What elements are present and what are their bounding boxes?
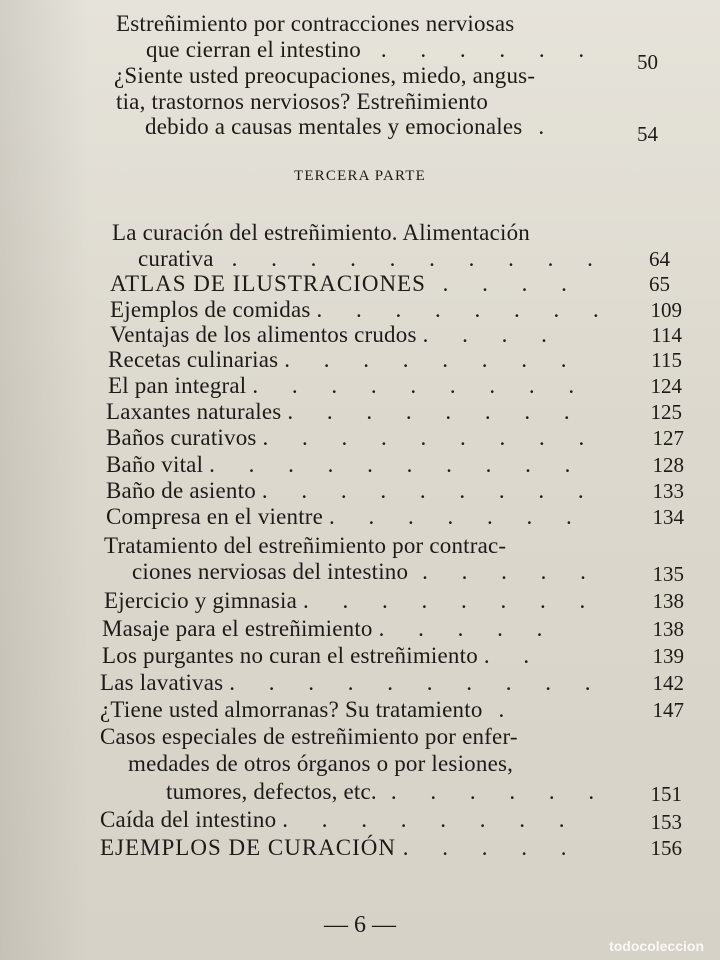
toc-entry-text: Compresa en el vientre bbox=[106, 504, 324, 529]
toc-entry-line: medades de otros órganos o por lesiones, bbox=[128, 751, 514, 776]
page-number: — 6 — bbox=[324, 912, 396, 938]
page-ref: 138 bbox=[652, 617, 684, 641]
toc-entry-text: EJEMPLOS DE CURACIÓN bbox=[100, 835, 397, 860]
page-ref: 65 bbox=[649, 272, 670, 296]
toc-entry-line bbox=[166, 780, 608, 804]
page-ref: 138 bbox=[652, 589, 684, 613]
toc-entry-line bbox=[106, 479, 598, 503]
toc-entry-text: Caída del intestino bbox=[100, 807, 277, 832]
toc-entry-text: Los purgantes no curan el estreñimiento bbox=[102, 643, 478, 668]
toc-entry-line bbox=[100, 808, 578, 832]
toc-entry-line bbox=[100, 698, 518, 722]
toc-entry-line bbox=[102, 644, 543, 668]
dot-leader: . . . . . . . . bbox=[316, 297, 613, 322]
toc-entry-line bbox=[132, 560, 600, 584]
toc-entry-line: tia, trastornos nerviosos? Estreñimiento bbox=[116, 89, 489, 114]
toc-entry-line bbox=[108, 374, 588, 398]
toc-entry-line: Estreñimiento por contracciones nerviosas bbox=[116, 11, 515, 36]
toc-entry-line bbox=[145, 115, 558, 139]
toc-entry-line bbox=[110, 298, 613, 322]
page-ref: 114 bbox=[651, 323, 682, 347]
page-ref: 128 bbox=[652, 453, 684, 477]
section-heading: TERCERA PARTE bbox=[293, 168, 427, 184]
dot-leader: . bbox=[498, 697, 519, 722]
dot-leader: . . . . . . . . . bbox=[261, 478, 598, 503]
toc-entry-text: Ejercicio y gimnasia bbox=[104, 588, 298, 613]
dot-leader: . . . . . . . . . bbox=[262, 425, 599, 450]
dot-leader: . . . . . . . . . . bbox=[231, 246, 607, 271]
page-ref: 147 bbox=[652, 698, 684, 722]
dot-leader: . . . . . . bbox=[390, 779, 609, 804]
dot-leader: . . . . . . . . bbox=[287, 399, 584, 424]
toc-entry-text: ATLAS DE ILUSTRACIONES bbox=[110, 271, 426, 296]
page-ref: 50 bbox=[637, 50, 658, 74]
toc-entry-text: Baño vital bbox=[106, 452, 204, 477]
dot-leader: . . . . . . . . bbox=[303, 588, 600, 613]
toc-entry-text: Ventajas de los alimentos crudos bbox=[110, 322, 417, 347]
toc-entry-line bbox=[100, 836, 581, 860]
toc-entry-line bbox=[108, 348, 580, 372]
toc-entry-line bbox=[110, 272, 581, 296]
page-ref: 109 bbox=[650, 298, 682, 322]
page-ref: 133 bbox=[652, 479, 684, 503]
toc-entry-line bbox=[110, 323, 561, 347]
page-ref: 127 bbox=[652, 426, 684, 450]
toc-entry-line: ¿Siente usted preocupaciones, miedo, angus- bbox=[114, 63, 536, 88]
toc-entry-text: Las lavativas bbox=[100, 670, 224, 695]
page-ref: 64 bbox=[649, 247, 670, 271]
dot-leader: . . . . . . bbox=[380, 37, 599, 62]
page-ref: 134 bbox=[652, 505, 684, 529]
toc-entry-line bbox=[146, 38, 598, 62]
toc-entry-line bbox=[100, 671, 605, 695]
page-ref: 153 bbox=[650, 810, 682, 834]
dot-leader: . . . . . . . . . . bbox=[229, 670, 605, 695]
toc-entry-text: ciones nerviosas del intestino bbox=[132, 559, 409, 584]
toc-entry-line bbox=[106, 453, 584, 477]
toc-entry-line bbox=[138, 247, 607, 271]
page-ref: 115 bbox=[651, 348, 682, 372]
page-ref: 54 bbox=[637, 122, 658, 146]
page-ref: 135 bbox=[652, 562, 684, 586]
toc-entry-text: debido a causas mentales y emocionales bbox=[145, 114, 523, 139]
page-gutter-shadow bbox=[0, 0, 90, 960]
toc-entry-line: La curación del estreñimiento. Alimentación bbox=[112, 220, 530, 245]
toc-entry-text: tumores, defectos, etc. bbox=[166, 779, 377, 804]
toc-entry-text: ¿Tiene usted almorranas? Su tratamiento bbox=[100, 697, 483, 722]
toc-entry-text: Recetas culinarias bbox=[108, 347, 279, 372]
page-ref: 142 bbox=[652, 671, 684, 695]
toc-entry-text: El pan integral bbox=[108, 373, 247, 398]
page-ref: 151 bbox=[650, 782, 682, 806]
toc-entry-text: que cierran el intestino bbox=[146, 37, 361, 62]
page-ref: 125 bbox=[650, 400, 682, 424]
page-ref: 124 bbox=[650, 374, 682, 398]
toc-entry-line bbox=[102, 617, 556, 641]
dot-leader: . . . . bbox=[442, 271, 581, 296]
watermark: todocoleccion bbox=[609, 938, 704, 954]
toc-entry-text: Laxantes naturales bbox=[106, 399, 282, 424]
toc-entry-text: Masaje para el estreñimiento bbox=[102, 616, 373, 641]
dot-leader: . . . . . . . . . . bbox=[209, 452, 585, 477]
dot-leader: . . . . . . . . . bbox=[252, 373, 589, 398]
toc-entry-line bbox=[106, 426, 598, 450]
toc-entry-line bbox=[104, 589, 599, 613]
toc-entry-text: Baño de asiento bbox=[106, 478, 256, 503]
toc-entry-line bbox=[106, 400, 584, 424]
toc-entry-line: Casos especiales de estreñimiento por enfer- bbox=[100, 724, 518, 749]
dot-leader: . . . . . . . . bbox=[284, 347, 581, 372]
toc-entry-line bbox=[106, 505, 586, 529]
dot-leader: . . . . . bbox=[402, 835, 581, 860]
page-ref: 139 bbox=[652, 644, 684, 668]
dot-leader: . . bbox=[483, 643, 544, 668]
dot-leader: . bbox=[538, 114, 559, 139]
dot-leader: . . . . bbox=[422, 322, 561, 347]
dot-leader: . . . . . . . bbox=[329, 504, 586, 529]
toc-entry-text: Baños curativos bbox=[106, 425, 257, 450]
toc-entry-text: curativa bbox=[138, 246, 214, 271]
toc-entry-text: Ejemplos de comidas bbox=[110, 297, 311, 322]
dot-leader: . . . . . . . . bbox=[282, 807, 579, 832]
page-ref: 156 bbox=[650, 836, 682, 860]
toc-entry-line: Tratamiento del estreñimiento por contrac- bbox=[104, 533, 507, 558]
dot-leader: . . . . . bbox=[422, 559, 600, 584]
dot-leader: . . . . . bbox=[378, 616, 557, 641]
